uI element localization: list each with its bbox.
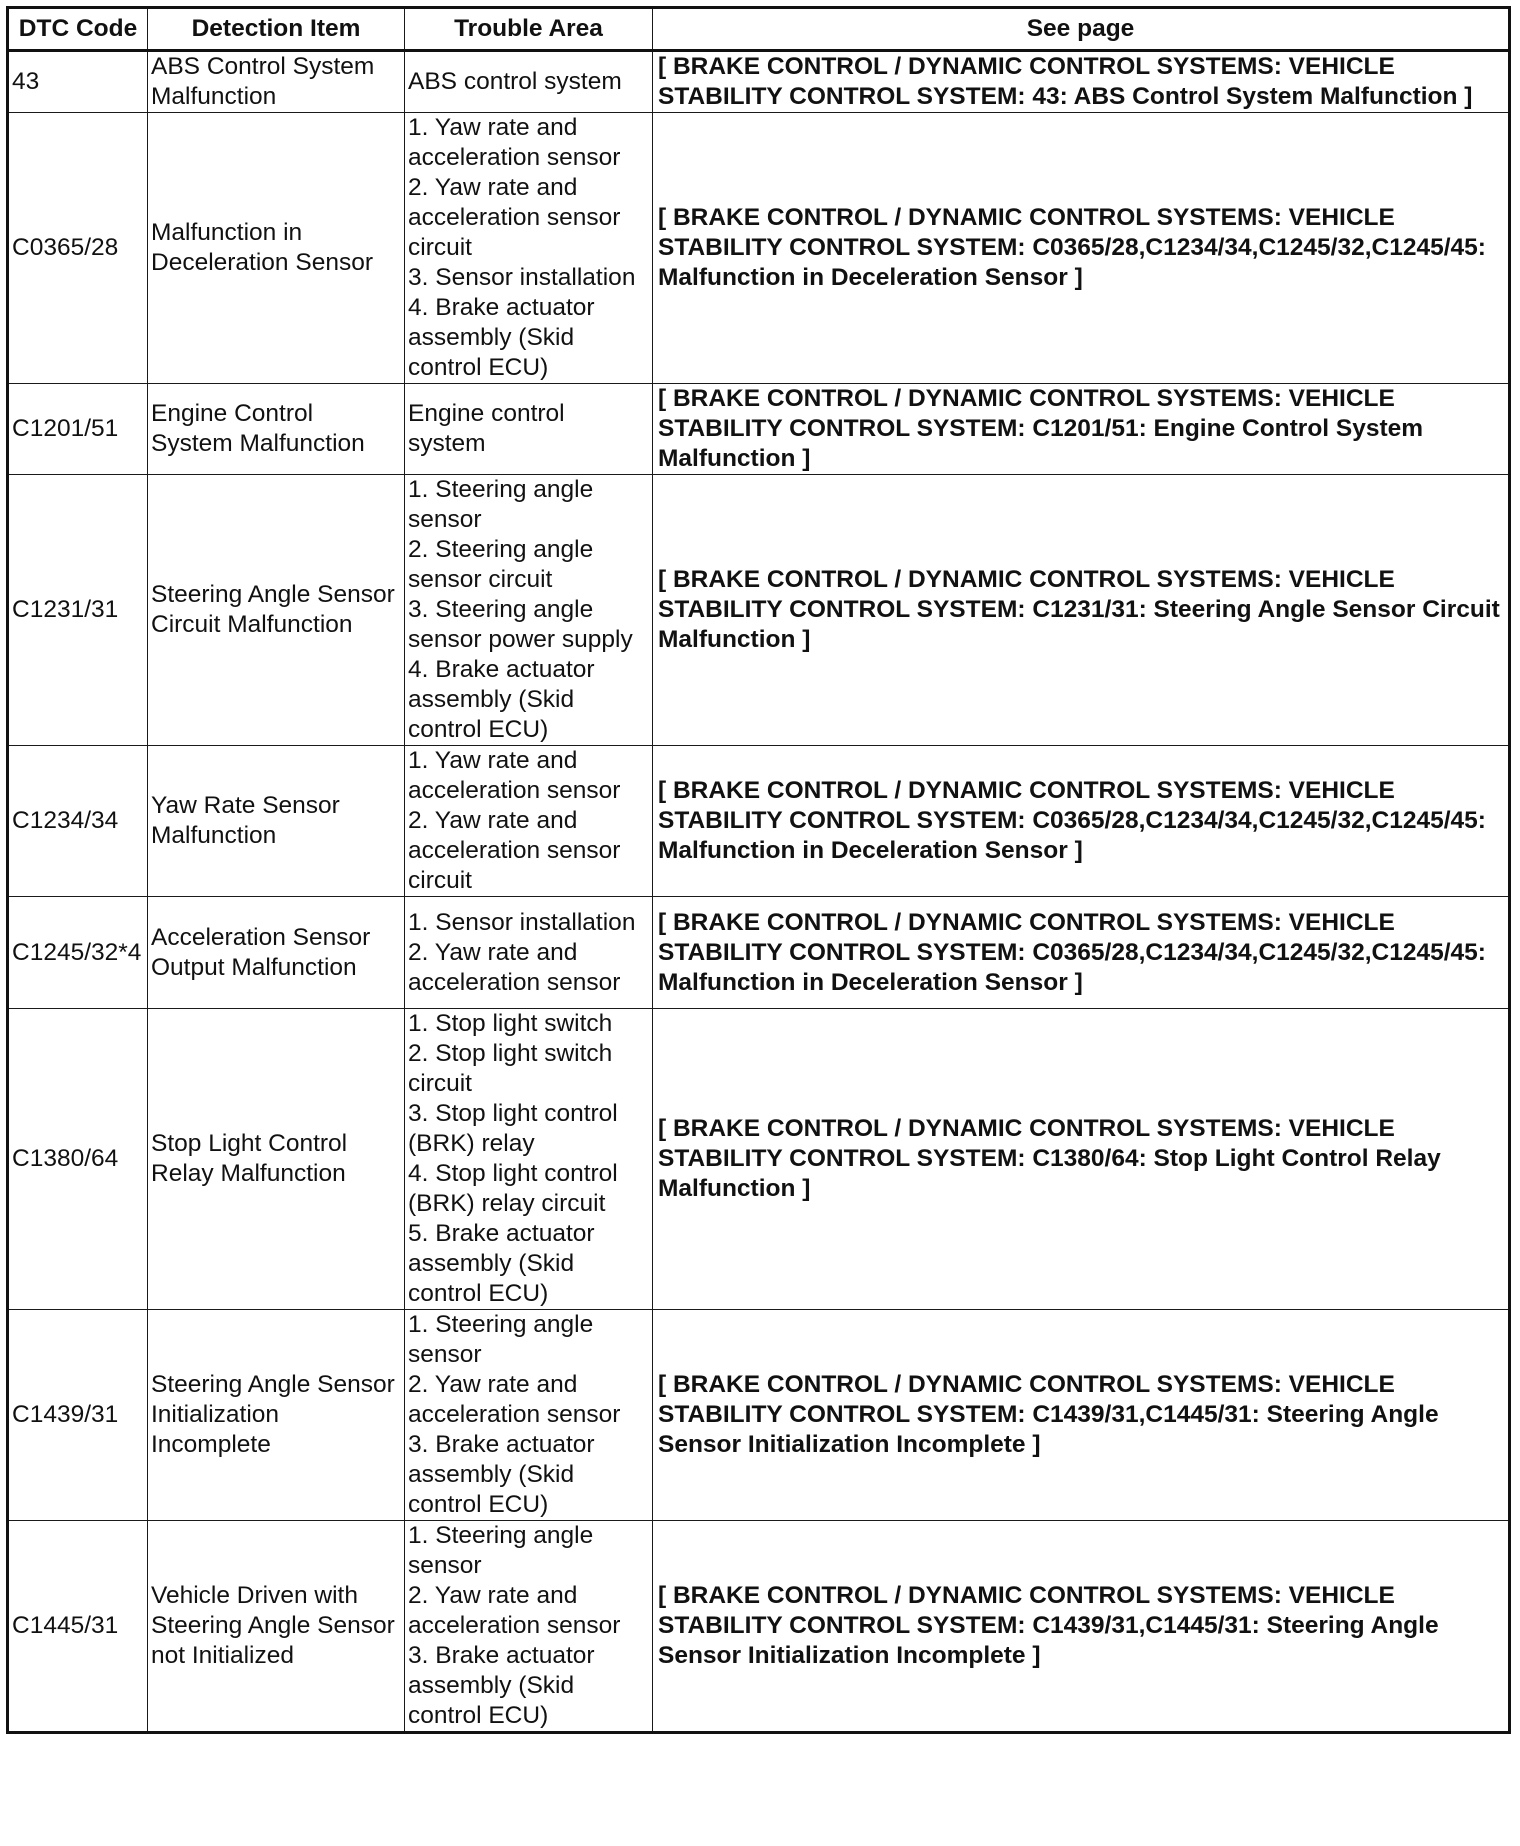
trouble-area-item: 1. Steering angle sensor: [408, 476, 594, 533]
trouble-area-item: 2. Stop light switch circuit: [408, 1040, 613, 1097]
detection-item-cell: Steering Angle Sensor Initialization Incomplete: [148, 1310, 405, 1521]
detection-item-cell: Yaw Rate Sensor Malfunction: [148, 746, 405, 897]
dtc-table: [6, 6, 1511, 1734]
trouble-area-item: 4. Brake actuator assembly (Skid control ECU): [408, 294, 595, 381]
trouble-area-item: 1. Sensor installation: [408, 908, 636, 936]
table-body: [8, 51, 1510, 1733]
trouble-area-item: 1. Yaw rate and acceleration sensor: [408, 747, 621, 804]
trouble-area-item: 3. Brake actuator assembly (Skid control ECU): [408, 1642, 595, 1729]
header-dtc-code: DTC Code: [8, 8, 148, 51]
dtc-code-cell: C1245/32*4: [8, 897, 148, 1009]
trouble-area-cell: [405, 1009, 653, 1310]
table-row: [8, 897, 1510, 1009]
header-detection-item: Detection Item: [148, 8, 405, 51]
detection-item-cell: Vehicle Driven with Steering Angle Sensor not Initialized: [148, 1521, 405, 1733]
header-trouble-area: Trouble Area: [405, 8, 653, 51]
dtc-code-cell: C0365/28: [8, 113, 148, 384]
table-row: [8, 1310, 1510, 1521]
see-page-link[interactable]: [ BRAKE CONTROL / DYNAMIC CONTROL SYSTEMS: VEHICLE STABILITY CONTROL SYSTEM: C1201/51: Engine Control System Malfunction ]: [653, 384, 1510, 475]
detection-item-cell: Malfunction in Deceleration Sensor: [148, 113, 405, 384]
header-row: [8, 8, 1510, 51]
detection-item-cell: Steering Angle Sensor Circuit Malfunction: [148, 475, 405, 746]
table-row: [8, 475, 1510, 746]
table-row: [8, 1009, 1510, 1310]
table-header: [8, 8, 1510, 51]
trouble-area-item: 3. Sensor installation: [408, 264, 636, 291]
table-row: [8, 1521, 1510, 1733]
table-row: [8, 113, 1510, 384]
trouble-area-item: Engine control system: [408, 400, 565, 457]
detection-item-cell: ABS Control System Malfunction: [148, 51, 405, 113]
dtc-code-cell: 43: [8, 51, 148, 113]
trouble-area-item: 1. Yaw rate and acceleration sensor: [408, 114, 621, 171]
trouble-area-item: 2. Steering angle sensor circuit: [408, 536, 594, 593]
see-page-link[interactable]: [ BRAKE CONTROL / DYNAMIC CONTROL SYSTEMS: VEHICLE STABILITY CONTROL SYSTEM: C1231/31: Steering Angle Sensor Circuit Malfunction ]: [653, 475, 1510, 746]
dtc-code-cell: C1201/51: [8, 384, 148, 475]
detection-item-cell: Acceleration Sensor Output Malfunction: [148, 897, 405, 1009]
trouble-area-item: 2. Yaw rate and acceleration sensor circuit: [408, 174, 621, 261]
table-row: [8, 384, 1510, 475]
trouble-area-item: 1. Steering angle sensor: [408, 1522, 594, 1579]
dtc-code-cell: C1231/31: [8, 475, 148, 746]
dtc-code-cell: C1380/64: [8, 1009, 148, 1310]
see-page-link[interactable]: [ BRAKE CONTROL / DYNAMIC CONTROL SYSTEMS: VEHICLE STABILITY CONTROL SYSTEM: C1380/64: Stop Light Control Relay Malfunction ]: [653, 1009, 1510, 1310]
detection-item-cell: Engine Control System Malfunction: [148, 384, 405, 475]
trouble-area-item: 2. Yaw rate and acceleration sensor: [408, 1371, 621, 1428]
trouble-area-cell: [405, 1521, 653, 1733]
trouble-area-item: 4. Brake actuator assembly (Skid control ECU): [408, 656, 595, 743]
trouble-area-cell: [405, 51, 653, 113]
trouble-area-item: 1. Stop light switch: [408, 1010, 613, 1037]
header-see-page: See page: [653, 8, 1510, 51]
trouble-area-item: 1. Steering angle sensor: [408, 1311, 594, 1368]
table-row: [8, 51, 1510, 113]
see-page-link[interactable]: [ BRAKE CONTROL / DYNAMIC CONTROL SYSTEMS: VEHICLE STABILITY CONTROL SYSTEM: C1439/31,C1445/31: Steering Angle Sensor Initialization Incomplete ]: [653, 1310, 1510, 1521]
trouble-area-cell: [405, 1310, 653, 1521]
trouble-area-cell: [405, 384, 653, 475]
trouble-area-item: 4. Stop light control (BRK) relay circuit: [408, 1160, 618, 1217]
dtc-code-cell: C1439/31: [8, 1310, 148, 1521]
see-page-link[interactable]: [ BRAKE CONTROL / DYNAMIC CONTROL SYSTEMS: VEHICLE STABILITY CONTROL SYSTEM: 43: ABS Control System Malfunction ]: [653, 51, 1510, 113]
trouble-area-item: ABS control system: [408, 68, 622, 95]
table-row: [8, 746, 1510, 897]
see-page-link[interactable]: [ BRAKE CONTROL / DYNAMIC CONTROL SYSTEMS: VEHICLE STABILITY CONTROL SYSTEM: C1439/31,C1445/31: Steering Angle Sensor Initialization Incomplete ]: [653, 1521, 1510, 1733]
trouble-area-item: 2. Yaw rate and acceleration sensor circuit: [408, 807, 621, 894]
detection-item-cell: Stop Light Control Relay Malfunction: [148, 1009, 405, 1310]
trouble-area-item: 2. Yaw rate and acceleration sensor: [408, 1582, 621, 1639]
trouble-area-item: 3. Stop light control (BRK) relay: [408, 1100, 618, 1157]
see-page-link[interactable]: [ BRAKE CONTROL / DYNAMIC CONTROL SYSTEMS: VEHICLE STABILITY CONTROL SYSTEM: C0365/28,C1234/34,C1245/32,C1245/45: Malfunction in Deceleration Sensor ]: [653, 113, 1510, 384]
trouble-area-cell: [405, 475, 653, 746]
trouble-area-item: 2. Yaw rate and acceleration sensor: [408, 938, 621, 996]
trouble-area-item: 5. Brake actuator assembly (Skid control ECU): [408, 1220, 595, 1307]
trouble-area-cell: [405, 113, 653, 384]
see-page-link[interactable]: [ BRAKE CONTROL / DYNAMIC CONTROL SYSTEMS: VEHICLE STABILITY CONTROL SYSTEM: C0365/28,C1234/34,C1245/32,C1245/45: Malfunction in Deceleration Sensor ]: [653, 897, 1510, 1009]
trouble-area-item: 3. Steering angle sensor power supply: [408, 596, 633, 653]
trouble-area-cell: [405, 746, 653, 897]
dtc-code-cell: C1445/31: [8, 1521, 148, 1733]
dtc-code-cell: C1234/34: [8, 746, 148, 897]
see-page-link[interactable]: [ BRAKE CONTROL / DYNAMIC CONTROL SYSTEMS: VEHICLE STABILITY CONTROL SYSTEM: C0365/28,C1234/34,C1245/32,C1245/45: Malfunction in Deceleration Sensor ]: [653, 746, 1510, 897]
trouble-area-cell: [405, 897, 653, 1009]
trouble-area-item: 3. Brake actuator assembly (Skid control ECU): [408, 1431, 595, 1518]
